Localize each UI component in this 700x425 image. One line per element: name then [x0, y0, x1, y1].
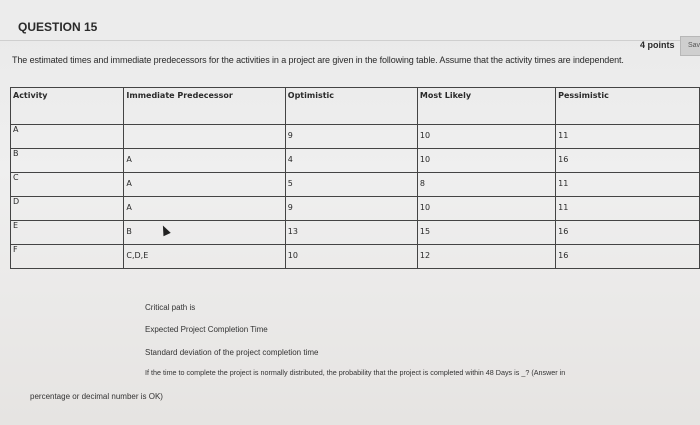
table-header-row	[11, 88, 700, 125]
cell-optimistic: 5	[285, 173, 417, 197]
cell-most-likely: 15	[417, 221, 555, 245]
cell-predecessor	[124, 125, 285, 149]
question-title: QUESTION 15	[18, 20, 98, 34]
cell-predecessor: A	[124, 173, 285, 197]
table-row	[11, 149, 700, 173]
table-row	[11, 173, 700, 197]
cell-pessimistic: 11	[556, 197, 700, 221]
cell-optimistic: 4	[285, 149, 417, 173]
points-label: 4 points	[640, 40, 675, 50]
cell-most-likely: 8	[417, 173, 555, 197]
header-predecessor: Immediate Predecessor	[124, 88, 285, 125]
cell-activity: E	[11, 221, 124, 245]
cell-predecessor: A	[124, 149, 285, 173]
cell-predecessor: B	[124, 221, 285, 245]
cell-activity: B	[11, 149, 124, 173]
probability-question-continued: percentage or decimal number is OK)	[30, 392, 163, 401]
header-most-likely: Most Likely	[417, 88, 555, 125]
std-dev-question: Standard deviation of the project completion time	[145, 348, 319, 357]
cell-activity: A	[11, 125, 124, 149]
cell-pessimistic: 16	[556, 245, 700, 269]
cell-optimistic: 9	[285, 125, 417, 149]
table-row	[11, 245, 700, 269]
cell-activity: F	[11, 245, 124, 269]
cell-pessimistic: 11	[556, 125, 700, 149]
activity-table	[10, 87, 700, 269]
header-pessimistic: Pessimistic	[556, 88, 700, 125]
expected-time-question: Expected Project Completion Time	[145, 325, 268, 334]
question-prompt: The estimated times and immediate predecessors for the activities in a project are given in the following table. Assume that the activity times are independent.	[12, 55, 624, 65]
critical-path-question: Critical path is	[145, 303, 196, 312]
header-optimistic: Optimistic	[285, 88, 417, 125]
cell-pessimistic: 11	[556, 173, 700, 197]
cell-predecessor: A	[124, 197, 285, 221]
cell-pessimistic: 16	[556, 221, 700, 245]
cell-optimistic: 9	[285, 197, 417, 221]
cell-most-likely: 10	[417, 125, 555, 149]
header-activity: Activity	[11, 88, 124, 125]
table-row	[11, 197, 700, 221]
cell-optimistic: 13	[285, 221, 417, 245]
cell-activity: C	[11, 173, 124, 197]
cell-activity: D	[11, 197, 124, 221]
save-answer-button[interactable]: Sav	[680, 36, 700, 56]
table-row	[11, 221, 700, 245]
cell-most-likely: 10	[417, 149, 555, 173]
cell-optimistic: 10	[285, 245, 417, 269]
cell-predecessor: C,D,E	[124, 245, 285, 269]
cell-most-likely: 12	[417, 245, 555, 269]
probability-question: If the time to complete the project is normally distributed, the probability that the project is completed within 48 Days is _? (Answer in	[145, 368, 566, 377]
question-header-bar	[0, 0, 700, 41]
table-row	[11, 125, 700, 149]
cell-most-likely: 10	[417, 197, 555, 221]
cell-pessimistic: 16	[556, 149, 700, 173]
